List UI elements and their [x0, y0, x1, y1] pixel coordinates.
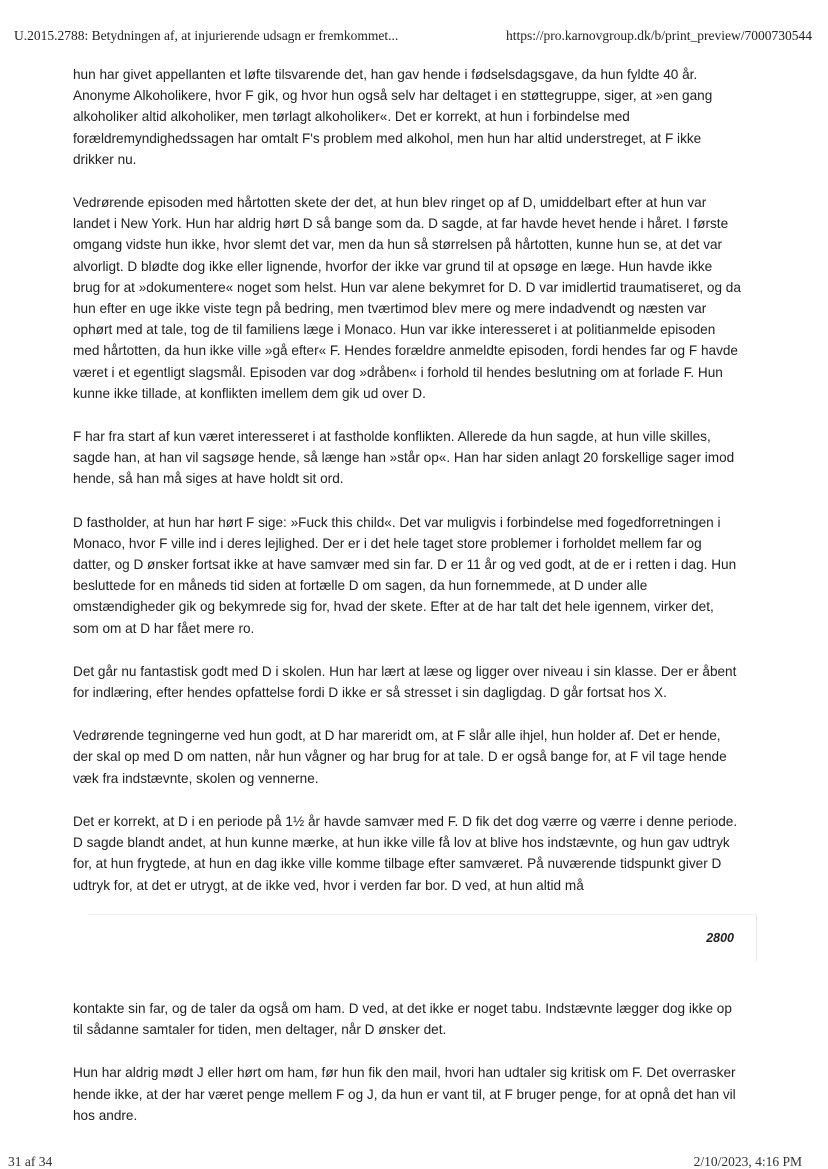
print-header — [14, 28, 812, 44]
page-break — [88, 914, 757, 961]
page-number: 2800 — [706, 931, 734, 945]
source-url: https://pro.karnovgroup.dk/b/print_preview/7000730544 — [506, 28, 812, 43]
paragraph: Hun har aldrig mødt J eller hørt om ham, før hun fik den mail, hvori han udtaler sig kritisk om F. Det overrasker hende ikke, at der har været penge mellem F og J, da hun er vant til, at F bruger penge, for at opnå det han vil hos andre. — [73, 1065, 736, 1123]
paragraph: Det går nu fantastisk godt med D i skolen. Hun har lært at læse og ligger over niveau i sin klasse. Der er åbent for indlæring, efter hendes opfattelse fordi D ikke er så stresset i sin dagligdag. D går fortsat hos X. — [73, 663, 737, 701]
paragraph: hun har givet appellanten et løfte tilsvarende det, han gav hende i fødselsdagsgave, da hun fyldte 40 år. Anonyme Alkoholikere, hvor F gik, og hvor hun også selv har deltaget i en støttegruppe, siger, at »en gang alkoholiker altid alkoholiker, men tørlagt alkoholiker«. Det er korrekt, at hun i forbindelse med forældremyndighedssagen har omtalt F's problem med alkohol, men hun har altid understreget, at F ikke drikker nu. — [73, 67, 713, 167]
paragraph: Vedrørende episoden med hårtotten skete der det, at hun blev ringet op af D, umiddelbart efter at hun var landet i New York. Hun har aldrig hørt D så bange som da. D sagde, at far havde hevet hende i håret. I første omgang vidste hun ikke, hvor slemt det var, men da hun så størrelsen på hårtotten, kunne hun se, at det var alvorligt. D blødte dog ikke eller lignende, hvorfor der ikke var grund til at opsøge en læge. Hun havde ikke brug for at »dokumentere« noget som helst. Hun var alene bekymret for D. D var imidlertid traumatiseret, og da hun efter en uge ikke viste tegn på bedring, men tværtimod blev mere og mere indadvendt og næsten var ophørt med at tale, tog de til familiens læge i Monaco. Hun var ikke interesseret i at politianmelde episoden med hårtotten, da hun ikke ville »gå efter« F. Hendes forældre anmeldte episoden, fordi hendes far og F havde været i et egentligt slagsmål. Episoden var dog »dråben« i forhold til hendes beslutning om at forlade F. Hun kunne ikke tillade, at konflikten imellem dem gik ud over D. — [73, 195, 741, 401]
document-body-page-1 — [73, 64, 743, 918]
paragraph: D fastholder, at hun har hørt F sige: »Fuck this child«. Det var muligvis i forbindelse med fogedforretningen i Monaco, hvor F ville ind i deres lejlighed. Der er i det hele taget store problemer i forholdet mellem far og datter, og D ønsker fortsat ikke at have samvær med sin far. D er 11 år og ved godt, at de er i retten i dag. Hun besluttede for en måneds tid siden at fortælle D om sagen, da hun fornemmede, at D under alle omstændigheder gik og bekymrede sig for, hvad der skete. Efter at de har talt det hele igennem, virker det, som om at D har fået mere ro. — [73, 514, 737, 636]
paragraph: Vedrørende tegningerne ved hun godt, at D har mareridt om, at F slår alle ihjel, hun holder af. Det er hende, der skal op med D om natten, når hun vågner og har brug for at tale. D er også bange for, at F vil tage hende væk fra indstævnte, skolen og vennerne. — [73, 728, 727, 786]
paragraph: kontakte sin far, og de taler da også om ham. D ved, at det ikke er noget tabu. Indstævnte lægger dog ikke op til sådanne samtaler for tiden, men deltager, når D ønsker det. — [73, 1001, 732, 1038]
page-count: 31 af 34 — [8, 1154, 53, 1169]
document-title: U.2015.2788: Betydningen af, at injurierende udsagn er fremkommet... — [14, 28, 399, 43]
paragraph: Det er korrekt, at D i en periode på 1½ år havde samvær med F. D fik det dog værre og værre i denne periode. D sagde blandt andet, at hun kunne mærke, at hun ikke ville få lov at blive hos indstævnte, og hun gav udtryk for, at hun frygtede, at hun en dag ikke ville komme tilbage efter samværet. På nuværende tidspunkt giver D udtryk for, at det er utrygt, at de ikke ved, hvor i verden far bor. D ved, at hun altid må — [73, 813, 738, 893]
paragraph: F har fra start af kun været interesseret i at fastholde konflikten. Allerede da hun sagde, at hun ville skilles, sagde han, at han vil sagsøge hende, så længe han »står op«. Han har siden anlagt 20 forskellige sager imod hende, så han må siges at have holdt sit ord. — [73, 429, 735, 487]
print-footer — [0, 1150, 828, 1169]
document-body-page-2 — [73, 998, 743, 1148]
print-timestamp: 2/10/2023, 4:16 PM — [693, 1154, 802, 1169]
